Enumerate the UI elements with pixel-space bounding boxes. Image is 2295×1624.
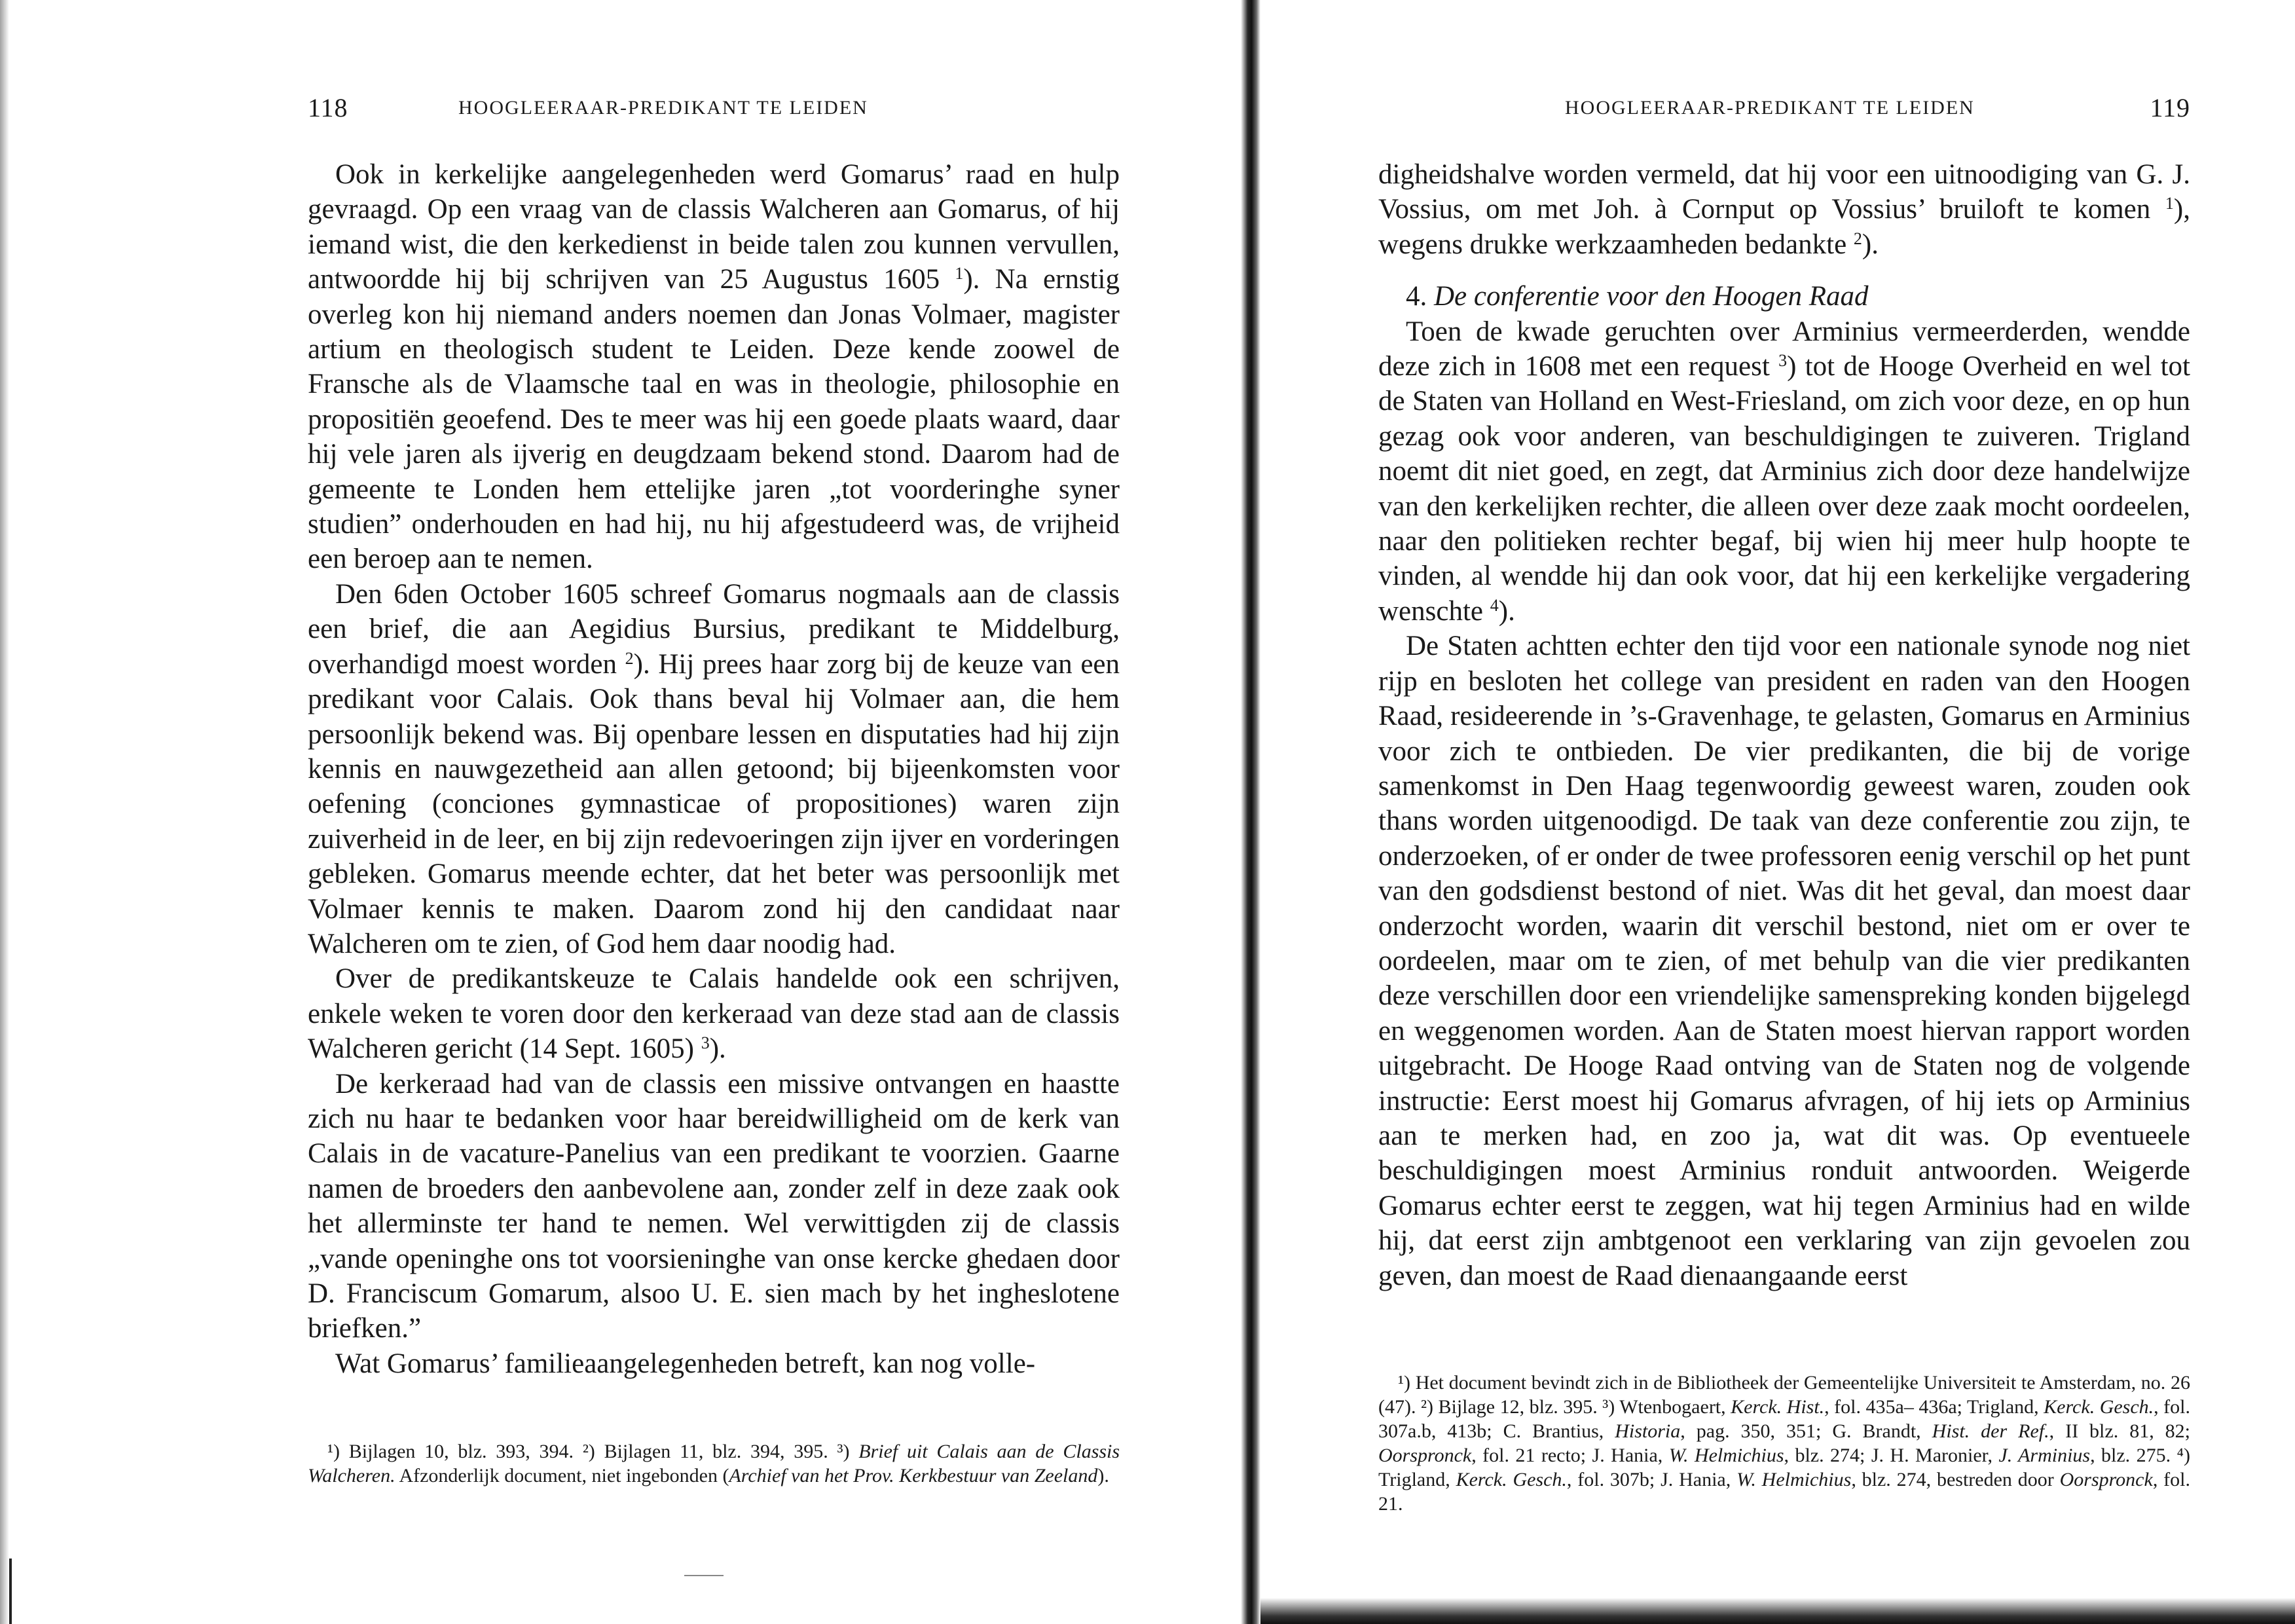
footnote-ref: 3 bbox=[701, 1033, 710, 1053]
paragraph: Over de predikantskeuze te Calais handelde ook een schrijven, enkele weken te voren door den kerkeraad van deze stad aan de classis Walcheren gericht (14 Sept. 1605) $^3$). bbox=[308, 963, 1120, 1065]
left-page-number: 118 bbox=[308, 93, 348, 122]
scan-edge-left bbox=[0, 0, 9, 1624]
right-page-number: 119 bbox=[2150, 93, 2190, 122]
right-running-head bbox=[1378, 92, 2190, 124]
paragraph: Toen de kwade geruchten over Arminius vermeerderden, wendde deze zich in 1608 met een request $^3$) tot de Hooge Overheid en wel tot de Staten van Holland en West-Friesland, om zich voor deze, en op hun gezag ook voor anderen, van beschuldigingen te zuiveren. Trigland noemt dit niet goed, en zegt, dat Arminius zich door deze handelwijze van den kerkelijken rechter, die alleen over deze zaak mocht oordeelen, naar den politieken rechter begaf, bij wien hij meer hulp hoopte te vinden, al wendde hij dan ook voor, dat hij een kerkelijke vergadering wenschte $^4$). bbox=[1378, 316, 2190, 627]
paragraph: De kerkeraad had van de classis een missive ontvangen en haastte zich nu haar te bedanken voor haar bereidwilligheid om de kerk van Calais in de vacature-Panelius van een predikant te voorzien. Gaarne namen de broeders den aanbevolene aan, zonder zelf in deze zaak ook het allerminste ter hand te nemen. Wel verwittigden zij de classis „vande openinghe ons tot voorsieninghe van onse kercke ghedaen door D. Franciscum Gomarum, alsoo U. E. sien mach by het ingheslotene briefken.” bbox=[308, 1068, 1120, 1344]
paragraph: Wat Gomarus’ familieaangelegenheden betreft, kan nog volle- bbox=[335, 1348, 1036, 1379]
left-running-title: HOOGLEERAAR-PREDIKANT TE LEIDEN bbox=[458, 97, 868, 119]
left-body-text bbox=[308, 157, 1120, 1381]
paragraph: Den 6den October 1605 schreef Gomarus nogmaals aan de classis een brief, die aan Aegidius Bursius, predikant te Middelburg, overhandigd moest worden $^2$). Hij prees haar zorg bij de keuze van een predikant voor Calais. Ook thans beval hij Volmaer aan, die hem persoonlijk bekend was. Bij openbare lessen en disputaties had hij zijn kennis en nauwgezetheid aan allen getoond; bij bijeenkomsten voor oefening (conciones gymnasticae of propositiones) waren zijn zuiverheid in de leer, en bij zijn redevoeringen zijn ijver en vorderingen gebleken. Gomarus meende echter, dat het beter was persoonlijk met Volmaer kennis te maken. Daarom zond hij den candidaat naar Walcheren om te zien, of God hem daar noodig had. bbox=[308, 578, 1120, 959]
footnote-line: ¹) Het document bevindt zich in de Bibliotheek der Gemeentelijke Universiteit te Amsterdam, no. 26 (47). ²) Bijlage 12, blz. 395. ³) Wtenbogaert, Kerck. Hist., fol. 435a– 436a; Trigland, Kerck. Gesch., fol. 307a.b, 413b; C. Brantius, Historia, pag. 350, 351; G. Brandt, Hist. der Ref., II blz. 81, 82; Oorspronck, fol. 21 recto; J. Hania, W. Helmichius, blz. 274; J. H. Maronier, J. Arminius, blz. 275. ⁴) Trigland, Kerck. Gesch., fol. 307b; J. Hania, W. Helmichius, blz. 274, bestreden door Oorspronck, fol. 21. bbox=[1378, 1372, 2191, 1515]
paragraph: De Staten achtten echter den tijd voor een nationale synode nog niet rijp en besloten het college van president en raden van den Hoogen Raad, resideerende in ’s-Gravenhage, te gelasten, Gomarus en Arminius voor zich te ontbieden. De vier predikanten, die bij de vorige samenkomst in Den Haag tegenwoordig geweest waren, zouden ook thans worden uitgenoodigd. De taak van deze conferentie zou zijn, te onderzoeken, of er onder de twee professoren eenig verschil op het punt van den godsdienst bestond of niet. Was dit het geval, dan moest daar onderzocht worden, waarin dit verschil bestond, niet om er over te oordeelen, maar om te zien, of met behulp van die vier predikanten deze verschillen door een vriendelijke samenspreking konden bijgelegd en weggenomen worden. Aan de Staten moest hiervan rapport worden uitgebracht. De Hooge Raad ontving van de Staten nog de volgende instructie: Eerst moest hij Gomarus afvragen, of hij iets op Arminius aan te merken had, en zoo ja, wat dit was. Op eventueele beschuldigingen moest Arminius ronduit antwoorden. Weigerde Gomarus echter eerst te zeggen, wat hij tegen Arminius had en wilde hij, dat eerst zijn ambtgenoot een verklaring van zijn gevoelen zou geven, dan moest de Raad dienaangaande eerst bbox=[1378, 631, 2190, 1291]
footnote-ref: 1 bbox=[955, 264, 964, 284]
paragraph: digheidshalve worden vermeld, dat hij voor een uitnoodiging van G. J. Vossius, om met Joh. à Cornput op Vossius’ bruiloft te komen $^1$), wegens drukke werkzaamheden bedankte $^2$). bbox=[1378, 159, 2190, 260]
footnote-ref: 3 bbox=[1778, 351, 1788, 371]
footnote-ref: 2 bbox=[625, 648, 634, 668]
footnote-ref: 4 bbox=[1490, 595, 1499, 615]
book-gutter bbox=[1241, 0, 1260, 1624]
left-footnotes bbox=[308, 1439, 1120, 1488]
section-heading: 4. De conferentie voor den Hoogen Raad bbox=[1406, 281, 1869, 312]
page-mark bbox=[684, 1575, 724, 1576]
footnote-ref: 2 bbox=[1853, 229, 1862, 248]
scan-edge-mark bbox=[9, 1559, 12, 1624]
right-body-text bbox=[1378, 157, 2190, 1293]
paragraph: Ook in kerkelijke aangelegenheden werd Gomarus’ raad en hulp gevraagd. Op een vraag van de classis Walcheren aan Gomarus, of hij iemand wist, die den kerkedienst in beide talen zou kunnen vervullen, antwoordde hij bij schrijven van 25 Augustus 1605 $^1$). Na ernstig overleg kon hij niemand anders noemen dan Jonas Volmaer, magister artium en theologisch student te Leiden. Deze kende zoowel de Fransche als de Vlaamsche taal en was in theologie, philosophie en propositiën geoefend. Des te meer was hij een goede plaats waard, daar hij vele jaren als ijverig en deugdzaam bekend stond. Daarom had de gemeente te Londen hem ettelijke jaren „tot voorderinghe syner studien” onderhouden en had hij, nu hij afgestudeerd was, de vrijheid een beroep aan te nemen. bbox=[308, 159, 1120, 575]
footnote-line: ¹) Bijlagen 10, blz. 393, 394. ²) Bijlagen 11, blz. 394, 395. ³) Brief uit Calais aan de Classis Walcheren. Afzonderlijk document, niet ingebonden (Archief van het Prov. Kerkbestuur van Zeeland). bbox=[308, 1441, 1120, 1486]
right-running-title: HOOGLEERAAR-PREDIKANT TE LEIDEN bbox=[1565, 97, 1975, 119]
scan-bottom-shadow bbox=[1260, 1598, 2295, 1624]
left-running-head bbox=[308, 92, 1120, 124]
footnote-ref: 1 bbox=[2165, 194, 2174, 213]
right-footnotes bbox=[1378, 1371, 2190, 1516]
